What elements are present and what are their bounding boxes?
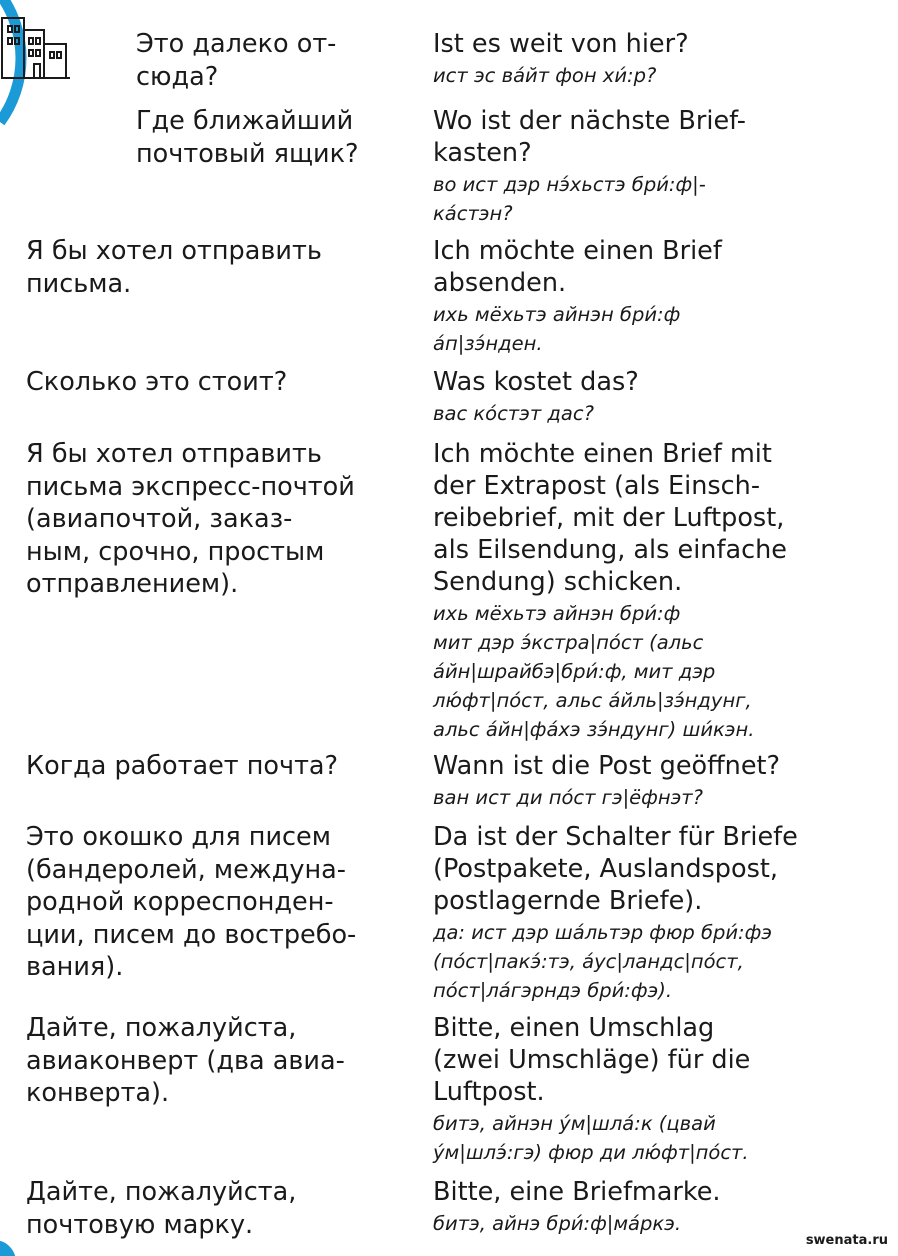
building-icon <box>2 18 70 78</box>
german-block <box>433 750 888 812</box>
german-phrase: Was kostet das? <box>433 367 639 397</box>
site-watermark: swenata.ru <box>805 1233 888 1248</box>
transcription: ист эс ва́йт фон хи́:р? <box>433 64 657 87</box>
transcription: битэ, айнэн у́м|шла́:к (цвай у́м|шлэ́:гэ) фюр ди лю́фт|по́ст. <box>433 1112 749 1164</box>
german-phrase: Da ist der Schalter für Briefe (Postpakete, Auslandspost, postlagernde Briefe). <box>433 822 798 916</box>
russian-phrase: Сколько это стоит? <box>26 367 288 397</box>
transcription: во ист дэр нэ́хьстэ бри́:ф|- ка́стэн? <box>433 173 706 225</box>
corner-building-decor <box>0 0 120 130</box>
german-phrase: Wann ist die Post geöffnet? <box>433 751 781 781</box>
russian-phrase: Когда работает почта? <box>26 751 339 781</box>
german-phrase: Bitte, eine Briefmarke. <box>433 1177 721 1207</box>
german-phrase: Ich möchte einen Brief mit der Extrapost (als Einsch- reibebrief, mit der Luftpost, als Eilsendung, als einfache Sendung) schicken. <box>433 439 787 597</box>
german-block <box>433 366 888 428</box>
german-block <box>433 438 888 744</box>
transcription: да: ист дэр ша́льтэр фюр бри́:фэ (по́ст|пакэ́:тэ, а́ус|ландс|по́ст, по́ст|ла́гэрндэ бри́:фэ). <box>433 921 772 1002</box>
german-phrase: Bitte, einen Umschlag (zwei Umschläge) für die Luftpost. <box>433 1013 751 1107</box>
russian-phrase: Я бы хотел отправить письма экспресс-почтой (авиапочтой, заказ- ным, срочно, простым отправлением). <box>26 439 355 599</box>
german-block <box>433 821 888 1005</box>
russian-phrase: Дайте, пожалуйста, авиаконверт (два авиа- конверта). <box>26 1013 345 1108</box>
german-phrase: Wo ist der nächste Brief- kasten? <box>433 106 746 168</box>
german-phrase: Ist es weit von hier? <box>433 29 689 59</box>
transcription: ихь мёхьтэ айнэн бри́:ф мит дэр э́кстра|по́ст (альс а́йн|шрайбэ|бри́:ф, мит дэр лю́фт|по́ст, альс а́йль|зэ́ндунг, альс а́йн|фа́хэ зэ́ндунг) ши́кэн. <box>433 602 755 741</box>
german-block <box>433 1012 888 1167</box>
transcription: вас ко́стэт дас? <box>433 402 594 425</box>
transcription: ван ист ди по́ст гэ|ёфнэт? <box>433 786 704 809</box>
german-phrase: Ich möchte einen Brief absenden. <box>433 236 722 298</box>
russian-phrase: Дайте, пожалуйста, почтовую марку. <box>26 1177 297 1240</box>
transcription: битэ, айнэ бри́:ф|ма́ркэ. <box>433 1212 682 1235</box>
russian-phrase: Где ближайший почтовый ящик? <box>136 106 359 169</box>
german-block <box>433 235 888 358</box>
russian-phrase: Это далеко от- сюда? <box>136 29 337 92</box>
russian-phrase: Я бы хотел отправить письма. <box>26 236 322 299</box>
russian-phrase: Это окошко для писем (бандеролей, междуна- родной корреспонден- ции, писем до востребо- вания). <box>26 822 357 982</box>
german-block <box>433 105 888 228</box>
german-block <box>433 28 888 90</box>
german-block <box>433 1176 888 1238</box>
transcription: ихь мёхьтэ айнэн бри́:ф а́п|зэ́нден. <box>433 303 681 355</box>
